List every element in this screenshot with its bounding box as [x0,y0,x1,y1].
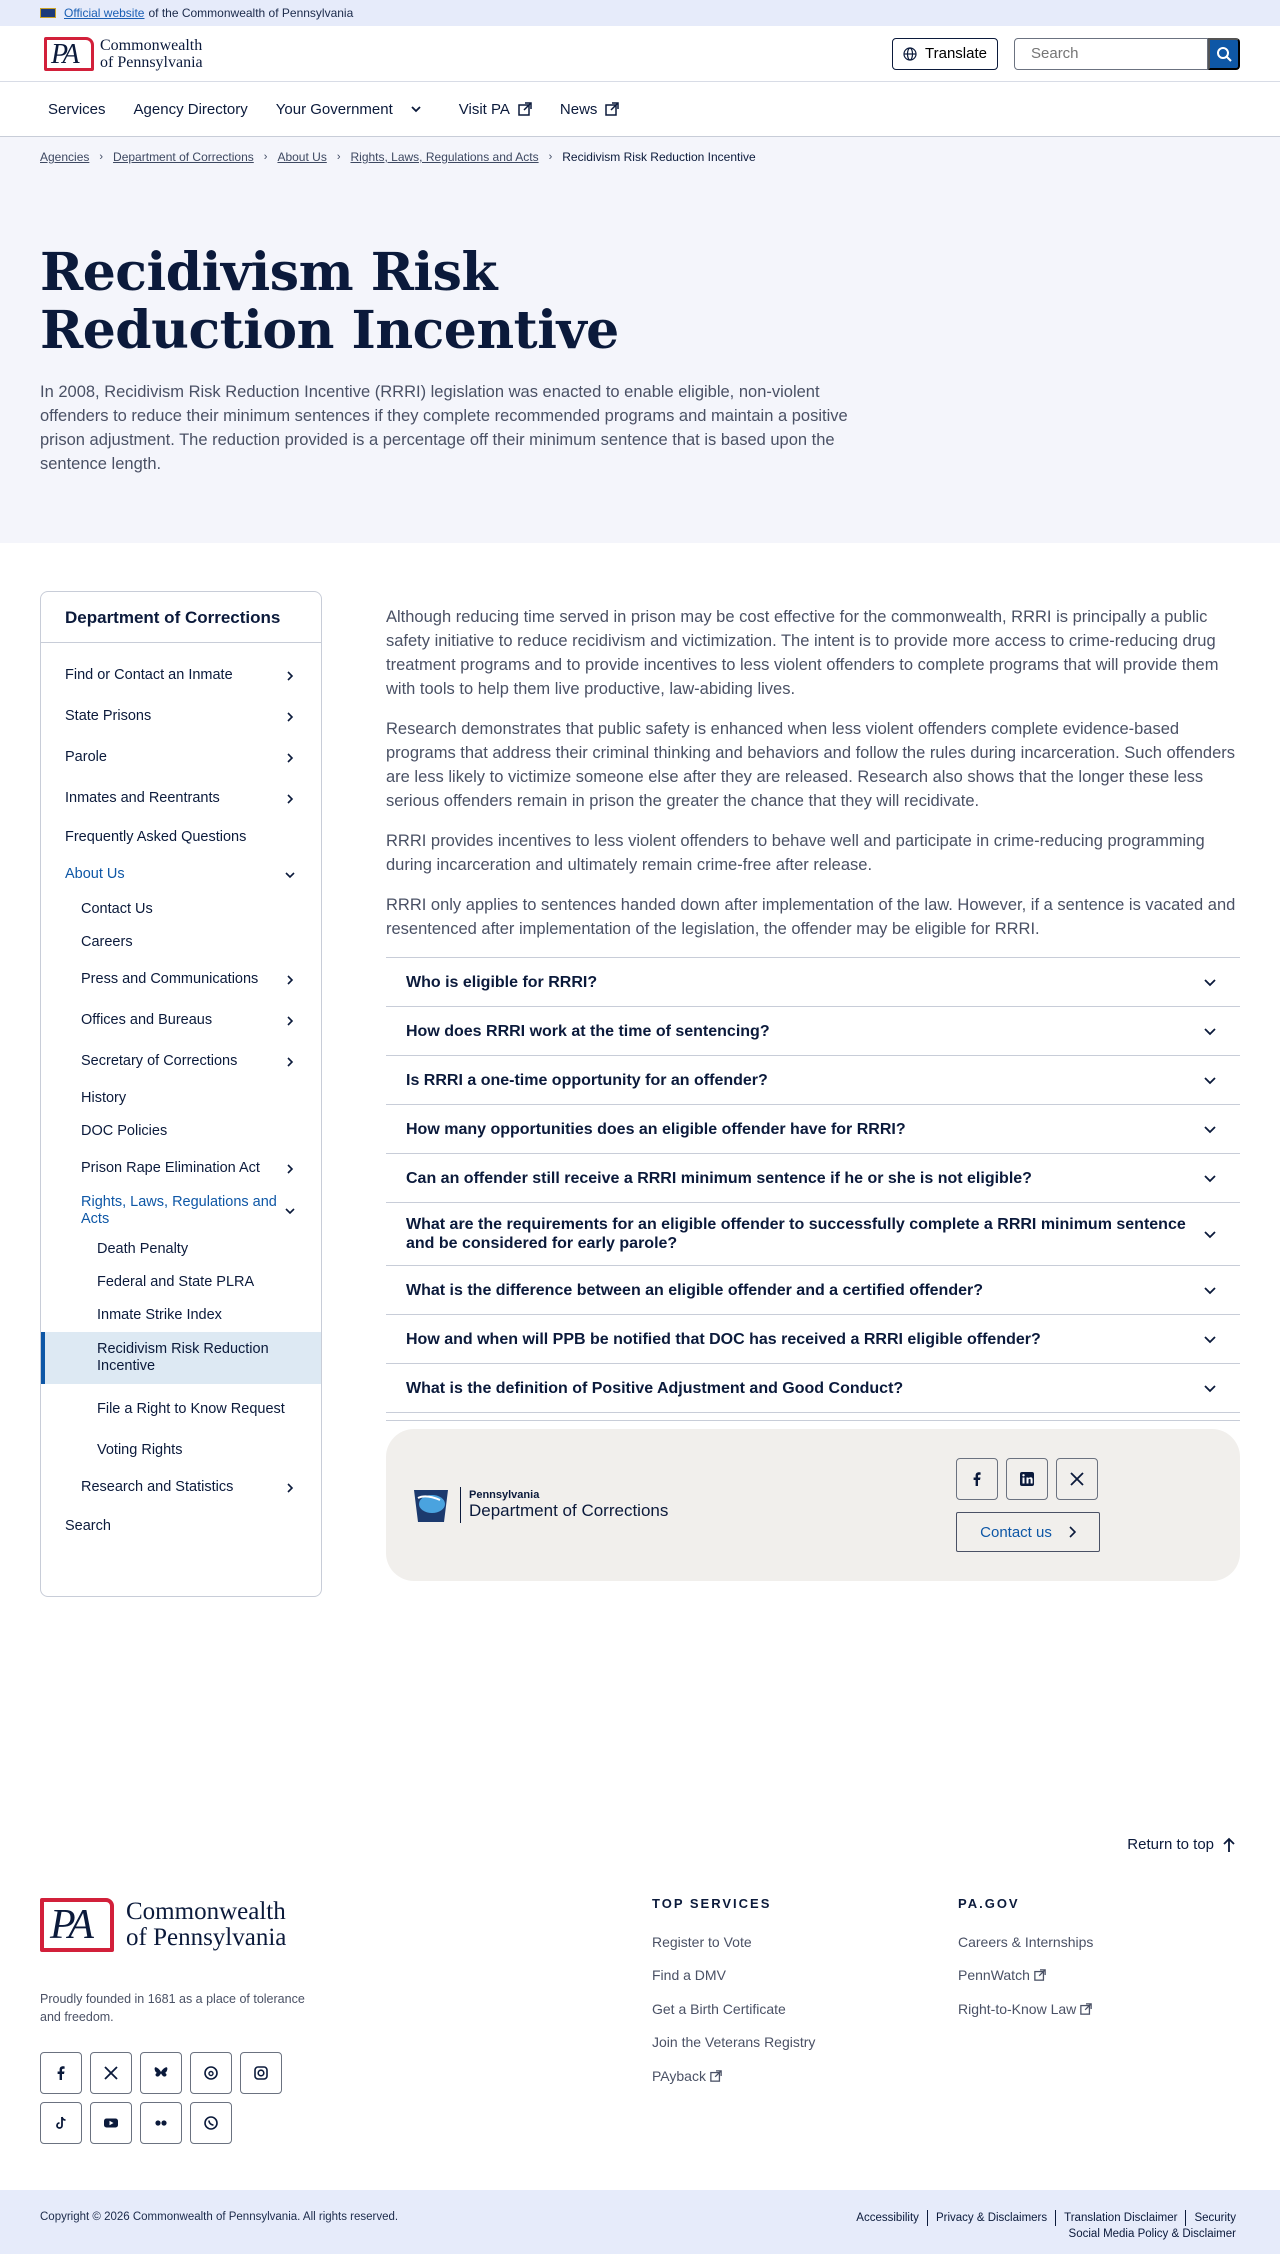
chevron-down-icon [1204,1074,1216,1086]
faq-question: What is the difference between an eligible offender and a certified offender? [406,1281,983,1299]
sidebar-nav [40,591,322,1597]
sidebar-item-label: Prison Rape Elimination Act [81,1160,260,1176]
arrow-up-icon [1222,1837,1236,1853]
legal-link-privacy[interactable]: Privacy & Disclaimers [928,2210,1056,2226]
chevron-down-icon [1204,1228,1216,1240]
content-paragraph: RRRI provides incentives to less violent offenders to behave well and participate in crime-reducing programming during incarceration and ultimately remain crime-free after release. [386,832,1205,874]
search-button[interactable] [1208,38,1240,70]
chevron-down-icon [285,870,295,880]
sidebar-item-label: Inmates and Reentrants [65,790,220,806]
sidebar-item-label: Search [65,1518,111,1534]
sidebar-item-label: Offices and Bureaus [81,1012,213,1028]
external-link-icon [605,102,619,116]
footer-link[interactable]: Careers & Internships [958,1933,1094,1950]
chevron-down-icon [1204,1382,1216,1394]
chevron-down-icon [1204,1333,1216,1345]
faq-item[interactable] [386,1105,1240,1154]
sidebar-item-label: Federal and State PLRA [97,1274,255,1290]
pa-logo-mark: PA [40,1896,116,1954]
footer-link-external[interactable]: Right-to-Know Law [958,1992,1093,2026]
chevron-down-icon [1204,976,1216,988]
page-title: Recidivism Risk Reduction Incentive [40,242,619,361]
sidebar-item-label: Frequently Asked Questions [65,829,247,845]
site-footer [0,1896,1280,2176]
pagov-heading: PA.GOV [958,1896,1020,1911]
footer-tagline: Proudly founded in 1681 as a place of tolerance and freedom. [40,1992,305,2024]
nav-visit-pa[interactable]: Visit PA [459,101,532,118]
agency-state: Pennsylvania [469,1489,540,1501]
sidebar-item-label: Secretary of Corrections [81,1053,238,1069]
logo-text: Commonwealth of Pennsylvania [100,36,203,71]
footer-pagov [958,1896,1093,2026]
chevron-right-icon [285,1057,295,1067]
sidebar-item-label: Inmate Strike Index [97,1307,222,1323]
pa-logo-mark: PA [44,35,96,73]
chevron-right-icon [285,1164,295,1174]
site-header [0,26,1280,82]
copyright-text: Copyright © 2026 Commonwealth of Pennsylvania. All rights reserved. [40,2211,399,2223]
sidebar-item-death-penalty[interactable] [41,1233,321,1266]
faq-question: What is the definition of Positive Adjustment and Good Conduct? [406,1379,904,1397]
sidebar-item-label: DOC Policies [81,1123,168,1139]
tiktok-icon[interactable] [40,2102,82,2144]
chevron-down-icon [285,1206,295,1216]
sidebar-heading[interactable]: Department of Corrections [41,592,321,643]
faq-item[interactable] [386,1315,1240,1364]
nav-agency-directory[interactable]: Agency Directory [133,100,248,118]
sidebar-item-strike-index[interactable] [41,1299,321,1332]
chevron-down-icon [1204,1284,1216,1296]
chevron-down-icon [411,104,421,114]
top-services-heading: TOP SERVICES [652,1896,772,1911]
chevron-right-icon: › [263,151,268,163]
legal-link-translation[interactable]: Translation Disclaimer [1056,2210,1186,2226]
footer-link-external[interactable]: PennWatch [958,1959,1093,1993]
facebook-icon[interactable] [40,2052,82,2094]
sidebar-item-label: Rights, Laws, Regulations and Acts [81,1194,277,1227]
page-hero [0,137,1280,543]
sidebar-item-label: Press and Communications [81,971,259,987]
main-nav [0,82,1280,137]
sidebar-item-label: About Us [65,866,125,882]
search-input[interactable] [1014,38,1208,70]
faq-question: Is RRRI a one-time opportunity for an offender? [406,1071,768,1089]
footer-pa-logo[interactable] [40,1896,286,1954]
footer-link-external[interactable]: PAyback [652,2059,815,2093]
faq-item[interactable] [386,958,1240,1007]
page-intro: In 2008, Recidivism Risk Reduction Incentive (RRRI) legislation was enacted to enable eligible, non-violent offenders to reduce their minimum sentences if they complete recommended programs and maintain a positive prison adjustment. The reduction provided is a percentage off their minimum sentence that is based upon the sentence length. [40,383,848,473]
facebook-icon[interactable] [956,1458,998,1500]
sidebar-item-label: File a Right to Know Request [97,1400,285,1417]
chevron-right-icon [285,794,295,804]
legal-link-social-media[interactable]: Social Media Policy & Disclaimer [1068,2228,1236,2240]
sidebar-item-secretary[interactable] [41,1041,321,1082]
faq-question: How and when will PPB be notified that DOC has received a RRRI eligible offender? [406,1330,1041,1348]
banner-text: of the Commonwealth of Pennsylvania [148,6,354,20]
nav-news[interactable]: News [560,101,620,118]
breadcrumb-rights-laws[interactable]: Rights, Laws, Regulations and Acts [350,150,539,164]
sidebar-item-rights-laws[interactable] [41,1189,321,1233]
sidebar-item-parole[interactable] [41,737,321,778]
legal-link-security[interactable]: Security [1194,2212,1236,2224]
chevron-down-icon [1204,1123,1216,1135]
sidebar-item-contact-us[interactable] [41,893,321,926]
chevron-right-icon: › [336,151,341,163]
agency-name: Department of Corrections [469,1501,669,1520]
faq-item[interactable] [386,1007,1240,1056]
linkedin-icon[interactable] [1006,1458,1048,1500]
chevron-down-icon [1204,1025,1216,1037]
footer-link[interactable]: Get a Birth Certificate [652,2000,786,2017]
external-link-icon [518,102,532,116]
sidebar-item-faq[interactable] [41,819,321,856]
official-site-banner [0,0,1280,26]
agency-logo[interactable] [410,1484,668,1526]
footer-link[interactable]: Register to Vote [652,1933,752,1950]
whatsapp-icon[interactable] [190,2102,232,2144]
return-to-top-link[interactable]: Return to top [1127,1836,1236,1853]
faq-item[interactable] [386,1364,1240,1413]
chevron-right-icon [285,975,295,985]
chevron-right-icon: › [99,151,104,163]
chevron-right-icon [285,1483,295,1493]
sidebar-item-label: Careers [81,934,133,950]
sidebar-item-label: Voting Rights [97,1442,183,1458]
faq-item[interactable] [386,1203,1240,1266]
breadcrumb-about-us[interactable]: About Us [277,150,327,164]
search-icon [1216,46,1232,62]
sidebar-item-label: Recidivism Risk Reduction Incentive [97,1341,269,1374]
contact-us-button[interactable]: Contact us [956,1512,1100,1552]
sidebar-item-press[interactable] [41,959,321,1000]
official-website-link[interactable]: Official website [64,6,145,20]
keystone-icon [410,1484,452,1526]
main-content [386,591,1240,1597]
faq-item[interactable] [386,1266,1240,1315]
chevron-right-icon [1068,1526,1076,1538]
footer-link[interactable]: Find a DMV [652,1967,726,1984]
sidebar-item-label: Contact Us [81,901,153,917]
sidebar-item-label: Find or Contact an Inmate [65,667,233,683]
faq-item[interactable] [386,1056,1240,1105]
sidebar-item-prea[interactable] [41,1148,321,1189]
x-icon[interactable] [1056,1458,1098,1500]
chevron-right-icon [285,753,295,763]
translate-label: Translate [925,45,987,62]
footer-top-services [652,1896,815,2093]
globe-icon [903,47,917,61]
chevron-right-icon [285,671,295,681]
faq-question: Who is eligible for RRRI? [406,973,598,991]
sidebar-item-label: State Prisons [65,708,152,724]
sidebar-item-inmates-reentrants[interactable] [41,778,321,819]
instagram-icon[interactable] [240,2052,282,2094]
sidebar-item-right-to-know[interactable] [41,1384,321,1434]
sidebar-item-label: History [81,1090,127,1106]
youtube-icon[interactable] [90,2102,132,2144]
sidebar-item-plra[interactable] [41,1266,321,1299]
faq-question: What are the requirements for an eligible offender to successfully complete a RRRI minimum sentence and be considered for early parole? [406,1216,1186,1252]
external-link-icon [1034,1969,1046,1981]
pa-flag-icon [40,8,56,18]
agency-card [386,1429,1240,1581]
content-paragraph: Research demonstrates that public safety is enhanced when less violent offenders complete evidence-based programs that address their criminal thinking and behaviors and follow the rules during incarceration. Such offenders are less likely to victimize someone else after they are released. Research also shows that the longer these less serious offenders remain in prison the greater the chance that they will recidivate. [386,720,1235,810]
footer-link[interactable]: Join the Veterans Registry [652,2034,816,2051]
faq-question: How many opportunities does an eligible offender have for RRRI? [406,1120,906,1138]
breadcrumb-department[interactable]: Department of Corrections [113,150,254,164]
sidebar-item-doc-policies[interactable] [41,1115,321,1148]
footer-logo-text: Commonwealth of Pennsylvania [126,1898,287,1951]
sidebar-item-careers[interactable] [41,926,321,959]
sidebar-item-rrri[interactable] [41,1332,321,1384]
faq-question: How does RRRI work at the time of sentencing? [406,1022,770,1040]
sidebar-item-voting-rights[interactable] [41,1434,321,1467]
sidebar-item-find-inmate[interactable] [41,655,321,696]
footer-social-links [40,2052,282,2144]
x-icon[interactable] [90,2052,132,2094]
faq-item[interactable] [386,1154,1240,1203]
sidebar-item-state-prisons[interactable] [41,696,321,737]
nav-your-government[interactable]: Your Government [276,101,421,118]
breadcrumb-agencies[interactable]: Agencies [40,150,90,164]
external-link-icon [1080,2003,1092,2015]
content-paragraph: Although reducing time served in prison may be cost effective for the commonwealth, RRRI is principally a public safety initiative to reduce recidivism and victimization. The intent is to provide more access to crime-reducing drug treatment programs and to provide incentives to less violent offenders to complete programs that will provide them with tools to help them live productive, law-abiding lives. [386,608,1219,698]
threads-icon[interactable] [190,2052,232,2094]
translate-button[interactable] [892,38,998,70]
chevron-right-icon: › [548,151,553,163]
sidebar-item-history[interactable] [41,1082,321,1115]
sidebar-item-about-us[interactable] [41,856,321,893]
breadcrumb [40,137,1240,164]
legal-links [816,2210,1236,2242]
breadcrumb-current: Recidivism Risk Reduction Incentive [562,150,756,164]
chevron-right-icon [285,1016,295,1026]
sidebar-item-research[interactable] [41,1467,321,1508]
legal-link-accessibility[interactable]: Accessibility [848,2210,928,2226]
sidebar-item-label: Research and Statistics [81,1479,234,1495]
nav-services[interactable]: Services [48,100,106,118]
faq-accordion [386,957,1240,1413]
pa-logo[interactable] [44,35,203,73]
search-box [1014,38,1240,70]
flickr-icon[interactable] [140,2102,182,2144]
sidebar-item-offices[interactable] [41,1000,321,1041]
bluesky-icon[interactable] [140,2052,182,2094]
sidebar-item-label: Death Penalty [97,1241,189,1257]
faq-question: Can an offender still receive a RRRI minimum sentence if he or she is not eligible? [406,1169,1032,1187]
chevron-right-icon [285,712,295,722]
footer-bottom-bar [0,2190,1280,2254]
content-paragraph: RRRI only applies to sentences handed down after implementation of the law. However, if a sentence is vacated and resentenced after implementation of the legislation, the offender may be eligible for RRRI. [386,896,1236,938]
sidebar-item-search[interactable] [41,1508,321,1545]
external-link-icon [710,2070,722,2082]
chevron-down-icon [1204,1172,1216,1184]
sidebar-item-label: Parole [65,749,107,765]
